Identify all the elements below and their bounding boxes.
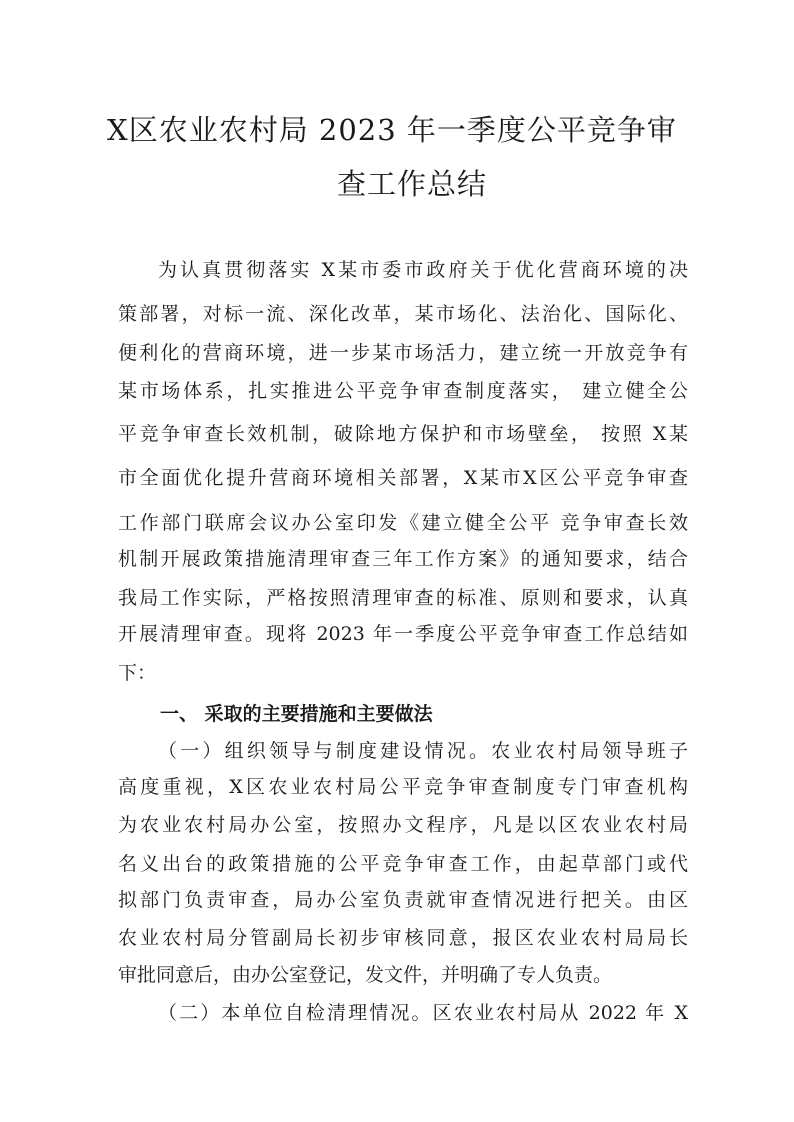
intro-line: 工作部门联席会议办公室印发《建立健全公平 竞争审查长效 [118,512,688,534]
intro-line: 机制开展政策措施清理审查三年工作方案》的通知要求，结合 [118,548,688,570]
section1-para1-line: 高度重视，X区农业农村局公平竞争审查制度专门审查机构 [118,776,688,798]
section1-para1-line: 拟部门负责审查，局办公室负责就审查情况进行把关。由区 [118,889,688,911]
intro-line: 策部署，对标一流、深化改革，某市场化、法治化、国际化、 [118,303,688,325]
section1-para2-line: （二）本单位自检清理情况。区农业农村局从 2022 年 X [158,1002,688,1024]
section1-para1-line: （一）组织领导与制度建设情况。农业农村局领导班子 [158,740,688,762]
document-title-line-2: 查工作总结 [336,167,487,201]
section1-para1-line: 审批同意后，由办公室登记，发文件，并明确了专人负责。 [118,964,613,986]
intro-line: 为认真贯彻落实 X某市委市政府关于优化营商环境的决 [158,259,688,281]
section1-para1-line: 为农业农村局办公室，按照办文程序，凡是以区农业农村局 [118,814,688,836]
intro-line: 便利化的营商环境，进一步某市场活力，建立统一开放竞争有 [118,342,688,364]
intro-line: 市全面优化提升营商环境相关部署，X某市X区公平竞争审查 [118,467,688,489]
intro-line: 开展清理审查。现将 2023 年一季度公平竞争审查工作总结如 [118,623,688,645]
section-heading: 一、 采取的主要措施和主要做法 [160,703,433,725]
document-title-line-1: X区农业农村局 2023 年一季度公平竞争审 [107,113,677,147]
intro-line: 某市场体系，扎实推进公平竞争审查制度落实， 建立健全公 [118,380,688,402]
section1-para1-line: 名义出台的政策措施的公平竞争审查工作，由起草部门或代 [118,853,688,875]
section1-para1-line: 农业农村局分管副局长初步审核同意，报区农业农村局局长 [118,927,688,949]
intro-line: 下： [118,662,157,684]
intro-line: 平竞争审查长效机制，破除地方保护和市场壁垒， 按照 X某 [118,423,688,445]
intro-line: 我局工作实际，严格按照清理审查的标准、原则和要求，认真 [118,587,688,609]
